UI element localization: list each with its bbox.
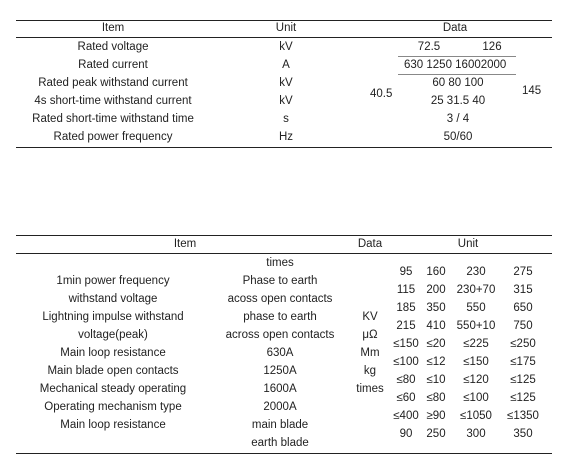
table2-condition: phase to earth [243, 311, 317, 323]
current-underline [398, 74, 516, 75]
table2-value: ≤400 [393, 410, 419, 422]
table2-condition: 1250A [263, 365, 297, 377]
table2-value: ≤100 [463, 392, 489, 404]
table2-value: ≥90 [426, 410, 446, 422]
table2-value: ≤175 [510, 356, 536, 368]
table2-value: ≤125 [510, 374, 536, 386]
table2-condition: 1600A [263, 383, 297, 395]
peak-withstand-values: 60 80 100 [432, 77, 484, 89]
voltage-value-mid-b: 126 [482, 41, 502, 53]
short-time-withstand-values: 25 31.5 40 [430, 95, 486, 107]
table2-value: 90 [399, 428, 413, 440]
table1-header-data: Data [442, 22, 468, 34]
table1-row-unit: kV [279, 77, 293, 89]
table1-header-item: Item [101, 22, 125, 34]
table2-value: ≤225 [463, 338, 489, 350]
voltage-underline [398, 56, 516, 57]
table2-value: 230 [466, 266, 486, 278]
table2-item-label: voltage(peak) [78, 329, 148, 341]
table2-header-item: Item [173, 238, 197, 250]
table2-condition: Phase to earth [242, 275, 318, 287]
table2-condition: across open contacts [225, 329, 335, 341]
table2-value: 250 [426, 428, 446, 440]
table2-item-label: Lightning impulse withstand [42, 311, 184, 323]
voltage-value-low: 40.5 [370, 88, 393, 100]
table2-value: 550 [466, 302, 486, 314]
table1-row-item: Rated short-time withstand time [32, 113, 194, 125]
table1-bottom-rule [16, 147, 552, 148]
table2-value: 650 [513, 302, 533, 314]
table2-value: ≤125 [510, 392, 536, 404]
table2-value: 410 [426, 320, 446, 332]
table2-value: 315 [513, 284, 533, 296]
table1-header-unit: Unit [275, 22, 297, 34]
table1-row-unit: Hz [278, 131, 294, 143]
table1-row-item: 4s short-time withstand current [34, 95, 192, 107]
table2-item-label: Main blade open contacts [47, 365, 179, 377]
table2-value: ≤250 [510, 338, 536, 350]
voltage-value-high: 145 [522, 85, 542, 97]
table2-value: 300 [466, 428, 486, 440]
table2-item-label: Operating mechanism type [44, 401, 182, 413]
table2-value: 185 [396, 302, 416, 314]
table2-value: ≤1050 [460, 410, 492, 422]
table2-value: ≤80 [396, 374, 416, 386]
table1-row-item: Rated power frequency [53, 131, 173, 143]
table1-row-item: Rated peak withstand current [38, 77, 188, 89]
table2-value: ≤150 [463, 356, 489, 368]
table2-value: ≤20 [426, 338, 446, 350]
table1-row-unit: s [283, 113, 289, 125]
table2-value: 200 [426, 284, 446, 296]
table1-header-rule [16, 37, 552, 38]
table2-value: 115 [396, 284, 416, 296]
table2-value: ≤80 [426, 392, 446, 404]
table2-value: ≤10 [426, 374, 446, 386]
table2-value: 350 [426, 302, 446, 314]
table2-item-label: Mechanical steady operating [39, 383, 187, 395]
current-values: 630 1250 16002000 [404, 59, 507, 71]
table2-value: ≤120 [463, 374, 489, 386]
table2-value: 215 [396, 320, 416, 332]
table2-value: 230+70 [456, 284, 496, 296]
table2-top-rule [16, 235, 552, 236]
table2-unit: Mm [360, 347, 380, 359]
table2-value: 160 [426, 266, 446, 278]
table2-header-unit: Unit [457, 238, 479, 250]
table2-value: 275 [513, 266, 533, 278]
table2-bottom-rule [16, 453, 552, 454]
table2-value: 95 [399, 266, 413, 278]
table2-condition: main blade [251, 419, 309, 431]
withstand-time-values: 3 / 4 [446, 113, 470, 125]
voltage-value-mid-a: 72.5 [417, 41, 441, 53]
table2-unit: KV [362, 311, 378, 323]
table2-value: 750 [513, 320, 533, 332]
table2-header-data: Data [357, 238, 383, 250]
table2-unit: μΩ [362, 329, 378, 341]
table2-value: ≤1350 [507, 410, 539, 422]
power-frequency-values: 50/60 [443, 131, 473, 143]
table2-value: 550+10 [456, 320, 496, 332]
table1-row-unit: A [282, 59, 290, 71]
table2-value: ≤100 [393, 356, 419, 368]
table2-value: ≤60 [396, 392, 416, 404]
table2-unit: times [356, 383, 384, 395]
table2-condition: acoss open contacts [227, 293, 333, 305]
table1-row-unit: kV [279, 95, 293, 107]
table2-value: ≤12 [426, 356, 446, 368]
table2-header-rule [16, 253, 552, 254]
table2-item-label: 1min power frequency [56, 275, 170, 287]
table1-row-item: Rated current [78, 59, 148, 71]
table2-condition: 630A [266, 347, 294, 359]
table1-row-item: Rated voltage [77, 41, 149, 53]
table1-row-unit: kV [279, 41, 293, 53]
table2-condition: times [266, 257, 294, 269]
table2-condition: 2000A [263, 401, 297, 413]
table2-value: ≤150 [393, 338, 419, 350]
table2-item-label: withstand voltage [68, 293, 158, 305]
table2-condition: earth blade [251, 437, 309, 449]
table2-item-label: Main loop resistance [60, 419, 166, 431]
table2-value: 350 [513, 428, 533, 440]
table2-unit: kg [363, 365, 377, 377]
table2-item-label: Main loop resistance [60, 347, 166, 359]
